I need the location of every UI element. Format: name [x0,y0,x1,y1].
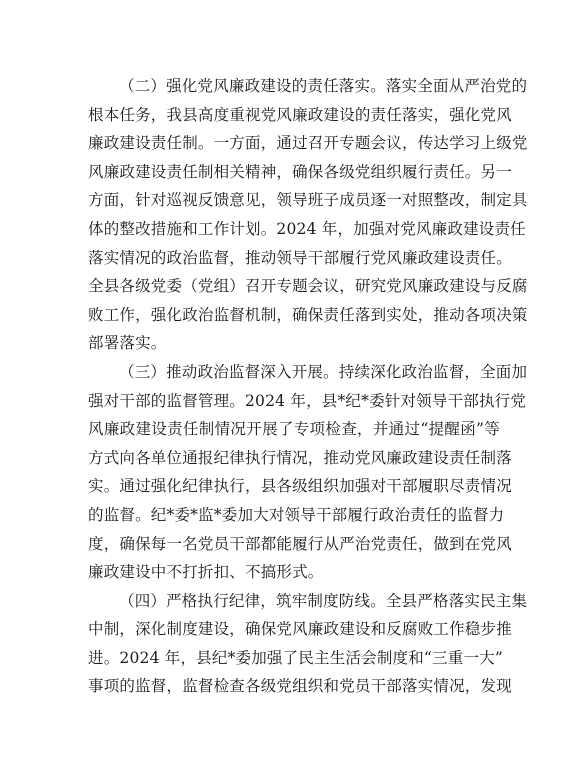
text-line: 事项的监督，监督检查各级党组织和党员干部落实情况，发现 [88,677,512,696]
paragraph-4 [88,587,528,701]
text-line: 方面，针对巡视反馈意见，领导班子成员逐一对照整改，制定具 [88,191,528,210]
text-line: 全县各级党委（党组）召开专题会议，研究党风廉政建设与反腐 [88,277,528,296]
text-line: 落实情况的政治监督，推动领导干部履行党风廉政建设责任。 [88,248,512,267]
text-line: 廉政建设责任制。一方面，通过召开专题会议，传达学习上级党 [88,134,528,153]
text-line: 的监督。纪*委*监*委加大对领导干部履行政治责任的监督力 [88,505,505,524]
text-line: 廉政建设中不打折扣、不搞形式。 [88,563,324,582]
text-line: 进。2024 年，县纪*委加强了民主生活会制度和“三重一大” [88,648,503,667]
text-line: 度，确保每一名党员干部都能履行从严治党责任，做到在党风 [88,534,512,553]
text-line: （三）推动政治监督深入开展。持续深化政治监督，全面加 [119,362,528,381]
text-line: 风廉政建设责任制相关精神，确保各级党组织履行责任。另一 [88,162,512,181]
paragraph-3 [88,358,528,587]
text-line: 根本任务，我县高度重视党风廉政建设的责任落实，强化党风 [88,105,512,124]
text-line: （二）强化党风廉政建设的责任落实。落实全面从严治党的 [119,77,528,95]
text-line: 中制，深化制度建设，确保党风廉政建设和反腐败工作稳步推 [88,620,512,639]
text-line: 部署落实。 [88,334,167,353]
text-line: 体的整改措施和工作计划。2024 年，加强对党风廉政建设责任 [88,219,526,238]
text-line: （四）严格执行纪律，筑牢制度防线。全县严格落实民主集 [119,591,528,610]
text-line: 败工作，强化政治监督机制，确保责任落到实处，推动各项决策 [88,305,528,324]
text-line: 风廉政建设责任制情况开展了专项检查，并通过“提醒函”等 [88,420,500,439]
paragraph-2 [88,72,528,358]
text-line: 实。通过强化纪律执行，县各级组织加强对干部履职尽责情况 [88,477,512,496]
text-line: 强对干部的监督管理。2024 年，县*纪*委针对领导干部执行党 [88,391,527,410]
text-line: 方式向各单位通报纪律执行情况，推动党风廉政建设责任制落 [88,448,512,467]
document-body [88,72,528,701]
